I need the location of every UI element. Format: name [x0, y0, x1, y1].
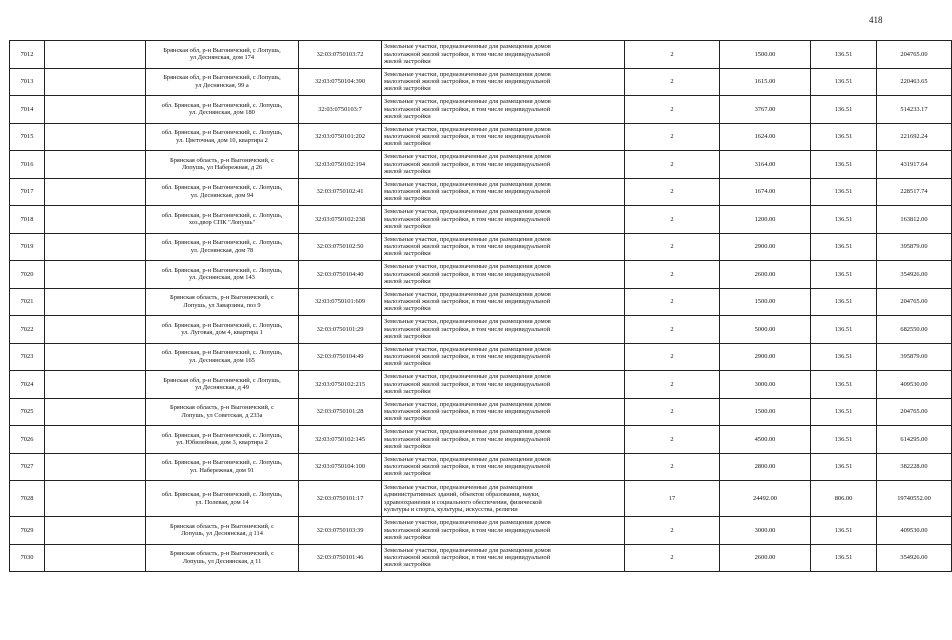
address-line-2: Лопушь, ул Набережная, д 26	[181, 164, 263, 172]
group-code: 2	[625, 544, 720, 572]
row-number: 7014	[10, 96, 45, 124]
permitted-use-line-3: жилой застройки	[384, 222, 431, 230]
area-value: 3767.00	[720, 96, 811, 124]
address-line-1: Брянская область, р-н Выгоничский, с	[170, 294, 274, 302]
rate-value: 136.51	[811, 343, 877, 371]
row-number: 7020	[10, 261, 45, 289]
address-line-1: Брянская область, р-н Выгоничский, с	[170, 156, 274, 164]
address-cell	[146, 343, 299, 371]
area-value: 3164.00	[720, 151, 811, 179]
group-code: 2	[625, 68, 720, 96]
empty-cell	[45, 371, 146, 399]
permitted-use-line-3: жилой застройки	[384, 112, 431, 120]
permitted-use-line-3: жилой застройки	[384, 387, 431, 395]
address-cell	[146, 398, 299, 426]
cadastral-value: 228517.74	[877, 178, 952, 206]
table-row	[10, 261, 952, 289]
row-number: 7015	[10, 123, 45, 151]
address-line-2: ул. Деснянская, дом 94	[190, 191, 254, 199]
permitted-use-cell	[382, 123, 625, 151]
area-value: 1615.00	[720, 68, 811, 96]
permitted-use-line-3: жилой застройки	[384, 250, 431, 258]
permitted-use-line-1: Земельные участки, предназначенные для размещения домов	[384, 208, 551, 216]
cadastral-number: 32:03:0750102:215	[299, 371, 382, 399]
address-line-2: Лопушь, ул Заварзина, поз 9	[183, 301, 261, 309]
group-code: 2	[625, 261, 720, 289]
row-number: 7030	[10, 544, 45, 572]
table-row	[10, 398, 952, 426]
cadastral-number: 32:03:0750104:49	[299, 343, 382, 371]
permitted-use-line-1: Земельные участки, предназначенные для размещения домов	[384, 180, 551, 188]
table-row	[10, 233, 952, 261]
empty-cell	[45, 96, 146, 124]
cadastral-value: 409530.00	[877, 371, 952, 399]
permitted-use-line-1: Земельные участки, предназначенные для размещения домов	[384, 318, 551, 326]
rate-value: 136.51	[811, 41, 877, 69]
permitted-use-line-2: малоэтажной жилой застройки, в том числе индивидуальной	[384, 270, 551, 278]
cadastral-number: 32:03:0750103:39	[299, 517, 382, 545]
table-row	[10, 96, 952, 124]
rate-value: 136.51	[811, 544, 877, 572]
cadastral-number: 32:03:0750104:40	[299, 261, 382, 289]
address-cell	[146, 96, 299, 124]
cadastral-number: 32:03:0750102:41	[299, 178, 382, 206]
address-line-2: ул. Деснянская, дом 78	[190, 246, 254, 254]
address-line-1: обл. Брянская, р-н Выгоничский, с. Лопушь,	[161, 129, 283, 137]
address-cell	[146, 517, 299, 545]
permitted-use-line-1: Земельные участки, предназначенные для размещения домов	[384, 98, 551, 106]
group-code: 2	[625, 371, 720, 399]
permitted-use-line-1: Земельные участки, предназначенные для размещения домов	[384, 290, 551, 298]
cadastral-value: 354926.00	[877, 544, 952, 572]
cadastral-value: 382228.00	[877, 453, 952, 481]
address-line-2: хоз.двор СПК "Лопушь"	[188, 219, 256, 227]
permitted-use-cell	[382, 68, 625, 96]
empty-cell	[45, 398, 146, 426]
area-value: 2800.00	[720, 453, 811, 481]
row-number: 7028	[10, 481, 45, 517]
rate-value: 136.51	[811, 233, 877, 261]
table-row	[10, 517, 952, 545]
rate-value: 136.51	[811, 453, 877, 481]
permitted-use-line-1: Земельные участки, предназначенные для размещения домов	[384, 43, 551, 51]
address-line-2: ул. Юбилейная, дом 3, квартира 2	[176, 439, 268, 447]
row-number: 7023	[10, 343, 45, 371]
address-line-1: Брянская обл, р-н Выгоничский, с Лопушь,	[163, 74, 281, 82]
address-line-1: Брянская обл, р-н Выгоничский, с Лопушь,	[163, 46, 281, 54]
area-value: 3000.00	[720, 517, 811, 545]
rate-value: 136.51	[811, 398, 877, 426]
address-line-1: обл. Брянская, р-н Выгоничский, с. Лопушь,	[161, 184, 283, 192]
area-value: 2600.00	[720, 544, 811, 572]
permitted-use-line-3: жилой застройки	[384, 442, 431, 450]
cadastral-value: 682550.00	[877, 316, 952, 344]
cadastral-number: 32:03:0750103:72	[299, 41, 382, 69]
rate-value: 136.51	[811, 261, 877, 289]
group-code: 2	[625, 288, 720, 316]
permitted-use-line-1: Земельные участки, предназначенные для размещения домов	[384, 235, 551, 243]
row-number: 7016	[10, 151, 45, 179]
page-number: 418	[869, 15, 883, 25]
permitted-use-line-3: жилой застройки	[384, 332, 431, 340]
permitted-use-cell	[382, 96, 625, 124]
address-cell	[146, 206, 299, 234]
table-row	[10, 206, 952, 234]
group-code: 2	[625, 41, 720, 69]
cadastral-number: 32:03:0750102:145	[299, 426, 382, 454]
permitted-use-cell	[382, 233, 625, 261]
row-number: 7027	[10, 453, 45, 481]
address-line-1: обл. Брянская, р-н Выгоничский, с. Лопушь,	[161, 349, 283, 357]
area-value: 1624.00	[720, 123, 811, 151]
empty-cell	[45, 481, 146, 517]
rate-value: 136.51	[811, 151, 877, 179]
rate-value: 136.51	[811, 68, 877, 96]
row-number: 7025	[10, 398, 45, 426]
rate-value: 806.00	[811, 481, 877, 517]
rate-value: 136.51	[811, 206, 877, 234]
permitted-use-cell	[382, 41, 625, 69]
address-line-2: ул Деснянская, дом 174	[189, 54, 255, 62]
permitted-use-line-2: административных зданий, объектов образования, науки,	[384, 491, 540, 499]
permitted-use-line-3: здравоохранения и социального обеспечения, физической	[384, 498, 542, 506]
address-cell	[146, 371, 299, 399]
table-body	[10, 41, 952, 572]
area-value: 1500.00	[720, 41, 811, 69]
address-line-2: Лопушь, ул Деснянская, д 114	[181, 530, 263, 538]
empty-cell	[45, 288, 146, 316]
group-code: 2	[625, 517, 720, 545]
address-line-1: Брянская обл, р-н Выгоничский, с Лопушь,	[163, 376, 281, 384]
row-number: 7018	[10, 206, 45, 234]
permitted-use-line-1: Земельные участки, предназначенные для размещения домов	[384, 400, 551, 408]
empty-cell	[45, 233, 146, 261]
cadastral-number: 32:03:0750101:46	[299, 544, 382, 572]
empty-cell	[45, 151, 146, 179]
permitted-use-line-3: жилой застройки	[384, 561, 431, 569]
table-row	[10, 544, 952, 572]
address-line-1: обл. Брянская, р-н Выгоничский, с. Лопушь,	[161, 491, 283, 499]
group-code: 2	[625, 96, 720, 124]
group-code: 2	[625, 316, 720, 344]
address-line-2: ул. Деснянская, дом 180	[189, 109, 255, 117]
permitted-use-line-1: Земельные участки, предназначенные для размещения домов	[384, 546, 551, 554]
empty-cell	[45, 206, 146, 234]
row-number: 7022	[10, 316, 45, 344]
address-line-2: Лопушь, ул Деснянская, д 11	[182, 557, 262, 565]
address-cell	[146, 151, 299, 179]
permitted-use-line-3: жилой застройки	[384, 140, 431, 148]
permitted-use-line-1: Земельные участки, предназначенные для размещения домов	[384, 373, 551, 381]
permitted-use-line-2: малоэтажной жилой застройки, в том числе индивидуальной	[384, 78, 551, 86]
table-row	[10, 288, 952, 316]
cadastral-value: 514233.17	[877, 96, 952, 124]
permitted-use-line-1: Земельные участки, предназначенные для размещения домов	[384, 125, 551, 133]
permitted-use-line-2: малоэтажной жилой застройки, в том числе индивидуальной	[384, 188, 551, 196]
permitted-use-line-3: жилой застройки	[384, 57, 431, 65]
permitted-use-line-1: Земельные участки, предназначенные для размещения домов	[384, 345, 551, 353]
cadastral-value: 19740552.00	[877, 481, 952, 517]
table-row	[10, 316, 952, 344]
row-number: 7029	[10, 517, 45, 545]
address-line-2: ул. Цветочная, дом 10, квартира 2	[176, 136, 268, 144]
table-row	[10, 41, 952, 69]
area-value: 5000.00	[720, 316, 811, 344]
table-row	[10, 426, 952, 454]
cadastral-number: 32:03:0750104:100	[299, 453, 382, 481]
empty-cell	[45, 41, 146, 69]
cadastral-value: 354926.00	[877, 261, 952, 289]
empty-cell	[45, 178, 146, 206]
area-value: 1674.00	[720, 178, 811, 206]
permitted-use-cell	[382, 261, 625, 289]
cadastral-value: 220463.65	[877, 68, 952, 96]
address-line-2: ул. Деснянская, дом 143	[189, 274, 255, 282]
cadastral-number: 32:03:0750101:28	[299, 398, 382, 426]
permitted-use-line-2: малоэтажной жилой застройки, в том числе индивидуальной	[384, 325, 551, 333]
area-value: 1200.00	[720, 206, 811, 234]
permitted-use-line-3: жилой застройки	[384, 85, 431, 93]
permitted-use-cell	[382, 517, 625, 545]
row-number: 7017	[10, 178, 45, 206]
permitted-use-line-1: Земельные участки, предназначенные для размещения домов	[384, 263, 551, 271]
empty-cell	[45, 343, 146, 371]
address-line-2: ул Деснянская, д 49	[195, 384, 249, 392]
rate-value: 136.51	[811, 316, 877, 344]
permitted-use-line-3: жилой застройки	[384, 470, 431, 478]
area-value: 2900.00	[720, 343, 811, 371]
cadastral-number: 32:03:0750101:609	[299, 288, 382, 316]
empty-cell	[45, 453, 146, 481]
permitted-use-line-2: малоэтажной жилой застройки, в том числе индивидуальной	[384, 526, 551, 534]
cadastral-number: 32:03:0750101:29	[299, 316, 382, 344]
permitted-use-line-2: малоэтажной жилой застройки, в том числе индивидуальной	[384, 50, 551, 58]
row-number: 7019	[10, 233, 45, 261]
cadastral-number: 32:03:0750104:390	[299, 68, 382, 96]
row-number: 7012	[10, 41, 45, 69]
permitted-use-cell	[382, 151, 625, 179]
address-cell	[146, 288, 299, 316]
area-value: 2600.00	[720, 261, 811, 289]
group-code: 2	[625, 151, 720, 179]
rate-value: 136.51	[811, 288, 877, 316]
rate-value: 136.51	[811, 517, 877, 545]
group-code: 2	[625, 123, 720, 151]
table-row	[10, 481, 952, 517]
permitted-use-line-2: малоэтажной жилой застройки, в том числе индивидуальной	[384, 133, 551, 141]
permitted-use-line-2: малоэтажной жилой застройки, в том числе индивидуальной	[384, 380, 551, 388]
permitted-use-line-3: жилой застройки	[384, 167, 431, 175]
row-number: 7013	[10, 68, 45, 96]
area-value: 1500.00	[720, 398, 811, 426]
group-code: 2	[625, 453, 720, 481]
cadastral-value: 395879.00	[877, 233, 952, 261]
empty-cell	[45, 544, 146, 572]
permitted-use-line-2: малоэтажной жилой застройки, в том числе индивидуальной	[384, 463, 551, 471]
cadastral-number: 32:03:0750101:17	[299, 481, 382, 517]
permitted-use-line-4: культуры и спорта, культуры, искусства, религии	[384, 505, 518, 513]
rate-value: 136.51	[811, 96, 877, 124]
address-line-2: ул Деснянская, 99 а	[195, 81, 249, 89]
permitted-use-cell	[382, 343, 625, 371]
group-code: 2	[625, 398, 720, 426]
cadastral-number: 32:03:0750101:202	[299, 123, 382, 151]
empty-cell	[45, 68, 146, 96]
rate-value: 136.51	[811, 371, 877, 399]
address-cell	[146, 316, 299, 344]
rate-value: 136.51	[811, 178, 877, 206]
address-cell	[146, 233, 299, 261]
row-number: 7026	[10, 426, 45, 454]
cadastral-value: 409530.00	[877, 517, 952, 545]
permitted-use-cell	[382, 453, 625, 481]
cadastral-value: 163812.00	[877, 206, 952, 234]
address-line-1: обл. Брянская, р-н Выгоничский, с. Лопушь,	[161, 321, 283, 329]
area-value: 2900.00	[720, 233, 811, 261]
cadastral-value: 204765.00	[877, 398, 952, 426]
permitted-use-line-3: жилой застройки	[384, 415, 431, 423]
cadastral-number: 32:03:0750102:50	[299, 233, 382, 261]
cadastral-value: 204765.00	[877, 41, 952, 69]
permitted-use-cell	[382, 288, 625, 316]
table-row	[10, 123, 952, 151]
permitted-use-cell	[382, 178, 625, 206]
cadastral-number: 32:03:0750103:7	[299, 96, 382, 124]
address-line-2: ул. Набережная, дом 91	[190, 466, 254, 474]
row-number: 7021	[10, 288, 45, 316]
permitted-use-line-1: Земельные участки, предназначенные для размещения домов	[384, 153, 551, 161]
permitted-use-line-2: малоэтажной жилой застройки, в том числе индивидуальной	[384, 554, 551, 562]
permitted-use-cell	[382, 206, 625, 234]
empty-cell	[45, 261, 146, 289]
cadastral-number: 32:03:0750102:194	[299, 151, 382, 179]
group-code: 17	[625, 481, 720, 517]
area-value: 1500.00	[720, 288, 811, 316]
area-value: 3000.00	[720, 371, 811, 399]
address-cell	[146, 178, 299, 206]
group-code: 2	[625, 178, 720, 206]
cadastral-value: 431917.64	[877, 151, 952, 179]
empty-cell	[45, 426, 146, 454]
cadastral-value: 395879.00	[877, 343, 952, 371]
permitted-use-line-2: малоэтажной жилой застройки, в том числе индивидуальной	[384, 353, 551, 361]
group-code: 2	[625, 426, 720, 454]
permitted-use-line-1: Земельные участки, предназначенные для размещения домов	[384, 428, 551, 436]
address-cell	[146, 481, 299, 517]
group-code: 2	[625, 233, 720, 261]
permitted-use-line-2: малоэтажной жилой застройки, в том числе индивидуальной	[384, 298, 551, 306]
address-cell	[146, 261, 299, 289]
group-code: 2	[625, 343, 720, 371]
permitted-use-line-1: Земельные участки, предназначенные для размещения домов	[384, 519, 551, 527]
permitted-use-cell	[382, 371, 625, 399]
permitted-use-line-2: малоэтажной жилой застройки, в том числе индивидуальной	[384, 408, 551, 416]
table-row	[10, 151, 952, 179]
address-cell	[146, 453, 299, 481]
empty-cell	[45, 517, 146, 545]
address-line-1: Брянская область, р-н Выгоничский, с	[170, 550, 274, 558]
address-cell	[146, 68, 299, 96]
land-plot-table	[9, 40, 952, 572]
permitted-use-cell	[382, 544, 625, 572]
address-line-1: обл. Брянская, р-н Выгоничский, с. Лопушь,	[161, 101, 283, 109]
address-line-1: обл. Брянская, р-н Выгоничский, с. Лопушь,	[161, 239, 283, 247]
permitted-use-cell	[382, 481, 625, 517]
cadastral-value: 204765.00	[877, 288, 952, 316]
cadastral-value: 221692.24	[877, 123, 952, 151]
table-row	[10, 371, 952, 399]
permitted-use-cell	[382, 398, 625, 426]
address-line-1: обл. Брянская, р-н Выгоничский, с. Лопушь,	[161, 431, 283, 439]
address-line-1: обл. Брянская, р-н Выгоничский, с. Лопушь,	[161, 211, 283, 219]
group-code: 2	[625, 206, 720, 234]
address-line-2: ул. Луговая, дом 4, квартира 1	[181, 329, 263, 337]
rate-value: 136.51	[811, 426, 877, 454]
permitted-use-cell	[382, 316, 625, 344]
table-row	[10, 178, 952, 206]
permitted-use-line-2: малоэтажной жилой застройки, в том числе индивидуальной	[384, 105, 551, 113]
address-cell	[146, 123, 299, 151]
permitted-use-line-1: Земельные участки, предназначенные для размещения домов	[384, 455, 551, 463]
table-row	[10, 68, 952, 96]
row-number: 7024	[10, 371, 45, 399]
address-line-2: Лопушь, ул Советская, д 233а	[181, 411, 263, 419]
permitted-use-line-3: жилой застройки	[384, 195, 431, 203]
address-cell	[146, 544, 299, 572]
table-row	[10, 343, 952, 371]
address-line-1: Брянская область, р-н Выгоничский, с	[170, 404, 274, 412]
address-line-1: Брянская область, р-н Выгоничский, с	[170, 522, 274, 530]
address-cell	[146, 41, 299, 69]
empty-cell	[45, 123, 146, 151]
address-line-2: ул. Деснянская, дом 165	[189, 356, 255, 364]
permitted-use-line-2: малоэтажной жилой застройки, в том числе индивидуальной	[384, 160, 551, 168]
cadastral-number: 32:03:0750102:238	[299, 206, 382, 234]
table-row	[10, 453, 952, 481]
rate-value: 136.51	[811, 123, 877, 151]
permitted-use-cell	[382, 426, 625, 454]
address-line-1: обл. Брянская, р-н Выгоничский, с. Лопушь,	[161, 459, 283, 467]
permitted-use-line-3: жилой застройки	[384, 305, 431, 313]
cadastral-value: 614295.00	[877, 426, 952, 454]
address-line-2: ул. Полевая, дом 14	[195, 498, 249, 506]
permitted-use-line-3: жилой застройки	[384, 360, 431, 368]
permitted-use-line-2: малоэтажной жилой застройки, в том числе индивидуальной	[384, 435, 551, 443]
permitted-use-line-2: малоэтажной жилой застройки, в том числе индивидуальной	[384, 243, 551, 251]
area-value: 24492.00	[720, 481, 811, 517]
area-value: 4500.00	[720, 426, 811, 454]
permitted-use-line-1: Земельные участки, предназначенные для размещения	[384, 483, 533, 491]
permitted-use-line-1: Земельные участки, предназначенные для размещения домов	[384, 70, 551, 78]
empty-cell	[45, 316, 146, 344]
permitted-use-line-2: малоэтажной жилой застройки, в том числе индивидуальной	[384, 215, 551, 223]
address-cell	[146, 426, 299, 454]
permitted-use-line-3: жилой застройки	[384, 533, 431, 541]
permitted-use-line-3: жилой застройки	[384, 277, 431, 285]
address-line-1: обл. Брянская, р-н Выгоничский, с. Лопушь,	[161, 266, 283, 274]
